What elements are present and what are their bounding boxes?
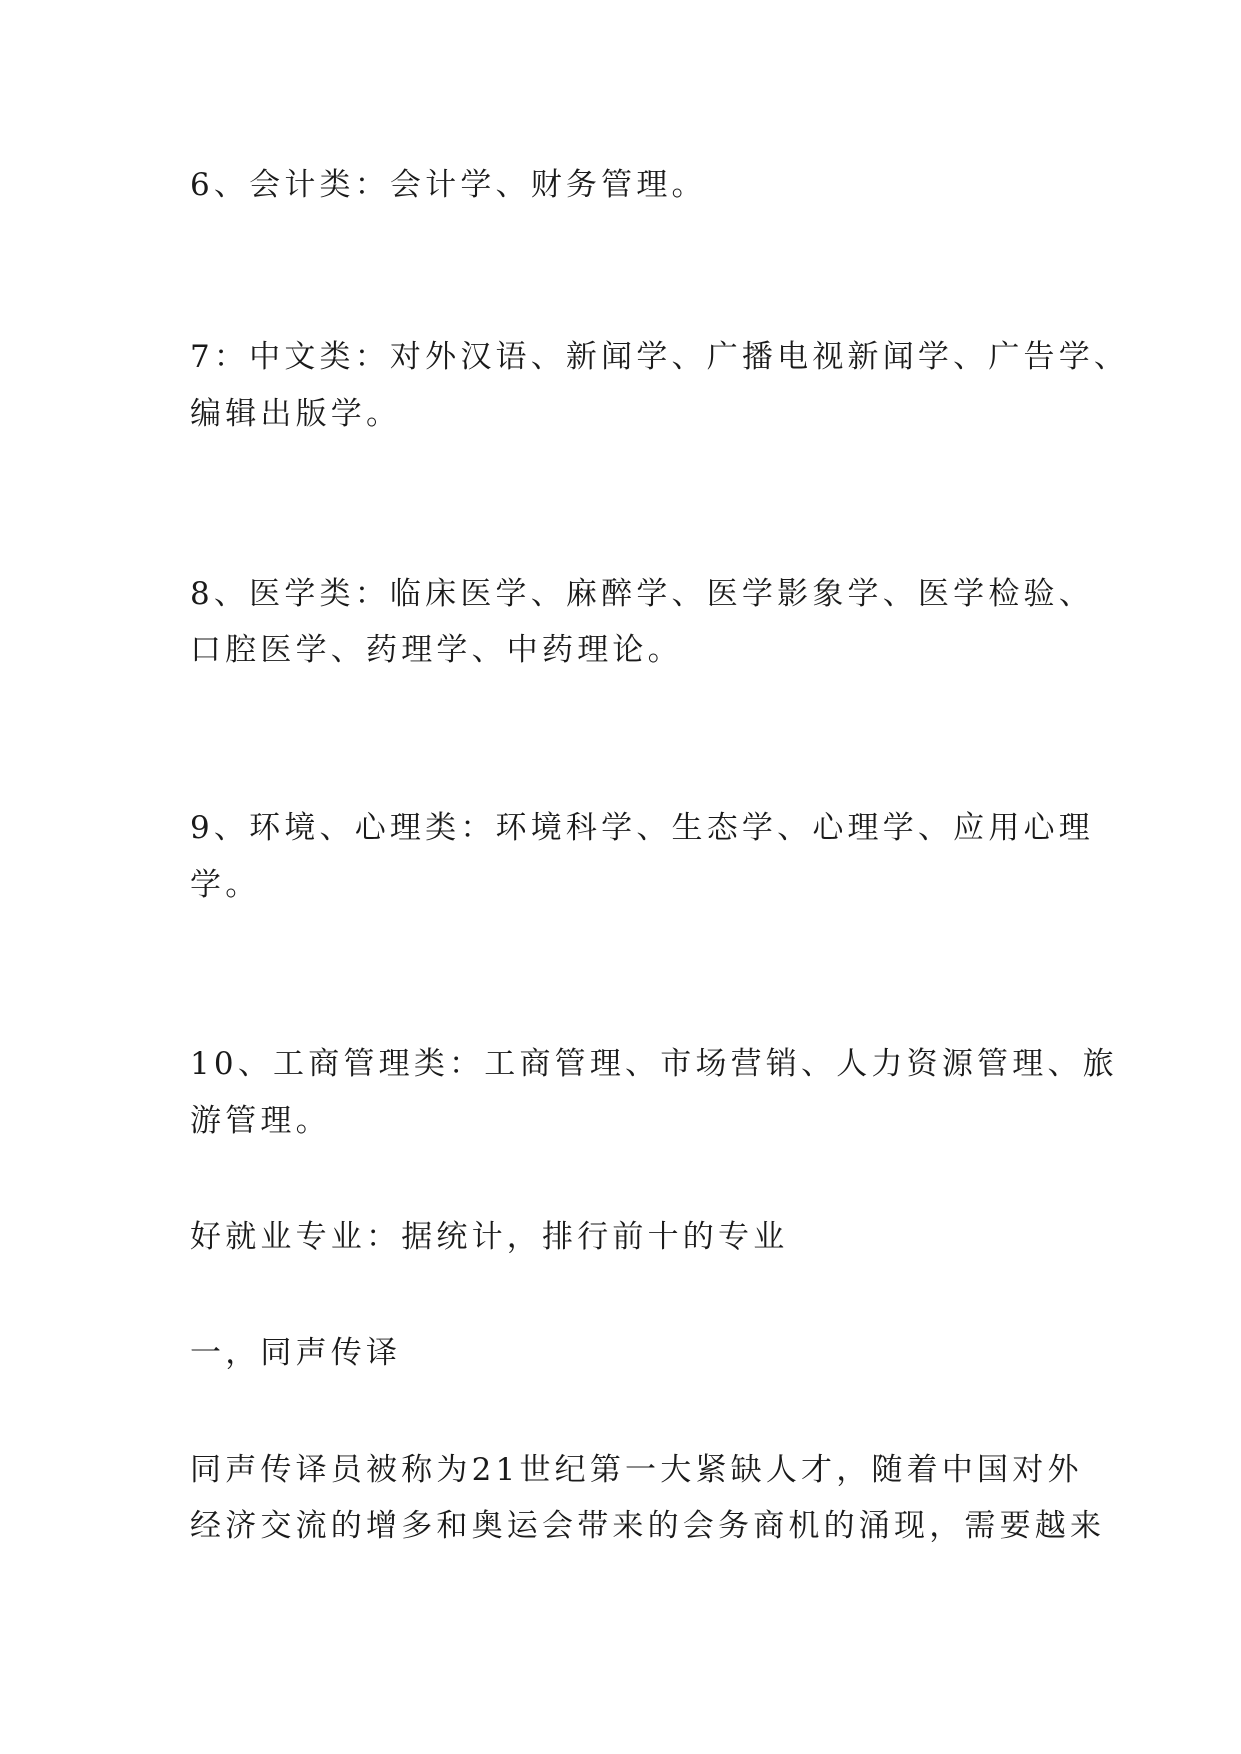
item-7-line-2: 编辑出版学。 [190,396,402,432]
item-7-line-1: 7：中文类：对外汉语、新闻学、广播电视新闻学、广告学、 [190,339,1130,375]
paragraph-line-1: 同声传译员被称为21世纪第一大紧缺人才，随着中国对外 [190,1452,1083,1488]
item-10-line-2: 游管理。 [190,1103,331,1139]
item-9-line-1: 9、环境、心理类：环境科学、生态学、心理学、应用心理 [190,810,1094,846]
item-9-line-2: 学。 [190,867,261,903]
paragraph-line-2: 经济交流的增多和奥运会带来的会务商机的涌现，需要越来 [190,1508,1106,1544]
item-10-line-1: 10、工商管理类：工商管理、市场营销、人力资源管理、旅 [190,1046,1118,1082]
intro-text: 好就业专业：据统计，排行前十的专业 [190,1219,789,1255]
section-heading: 一，同声传译 [190,1335,402,1371]
item-8-line-2: 口腔医学、药理学、中药理论。 [190,632,683,668]
item-6-line-1: 6、会计类：会计学、财务管理。 [190,167,707,203]
item-8-line-1: 8、医学类：临床医学、麻醉学、医学影象学、医学检验、 [190,576,1094,612]
